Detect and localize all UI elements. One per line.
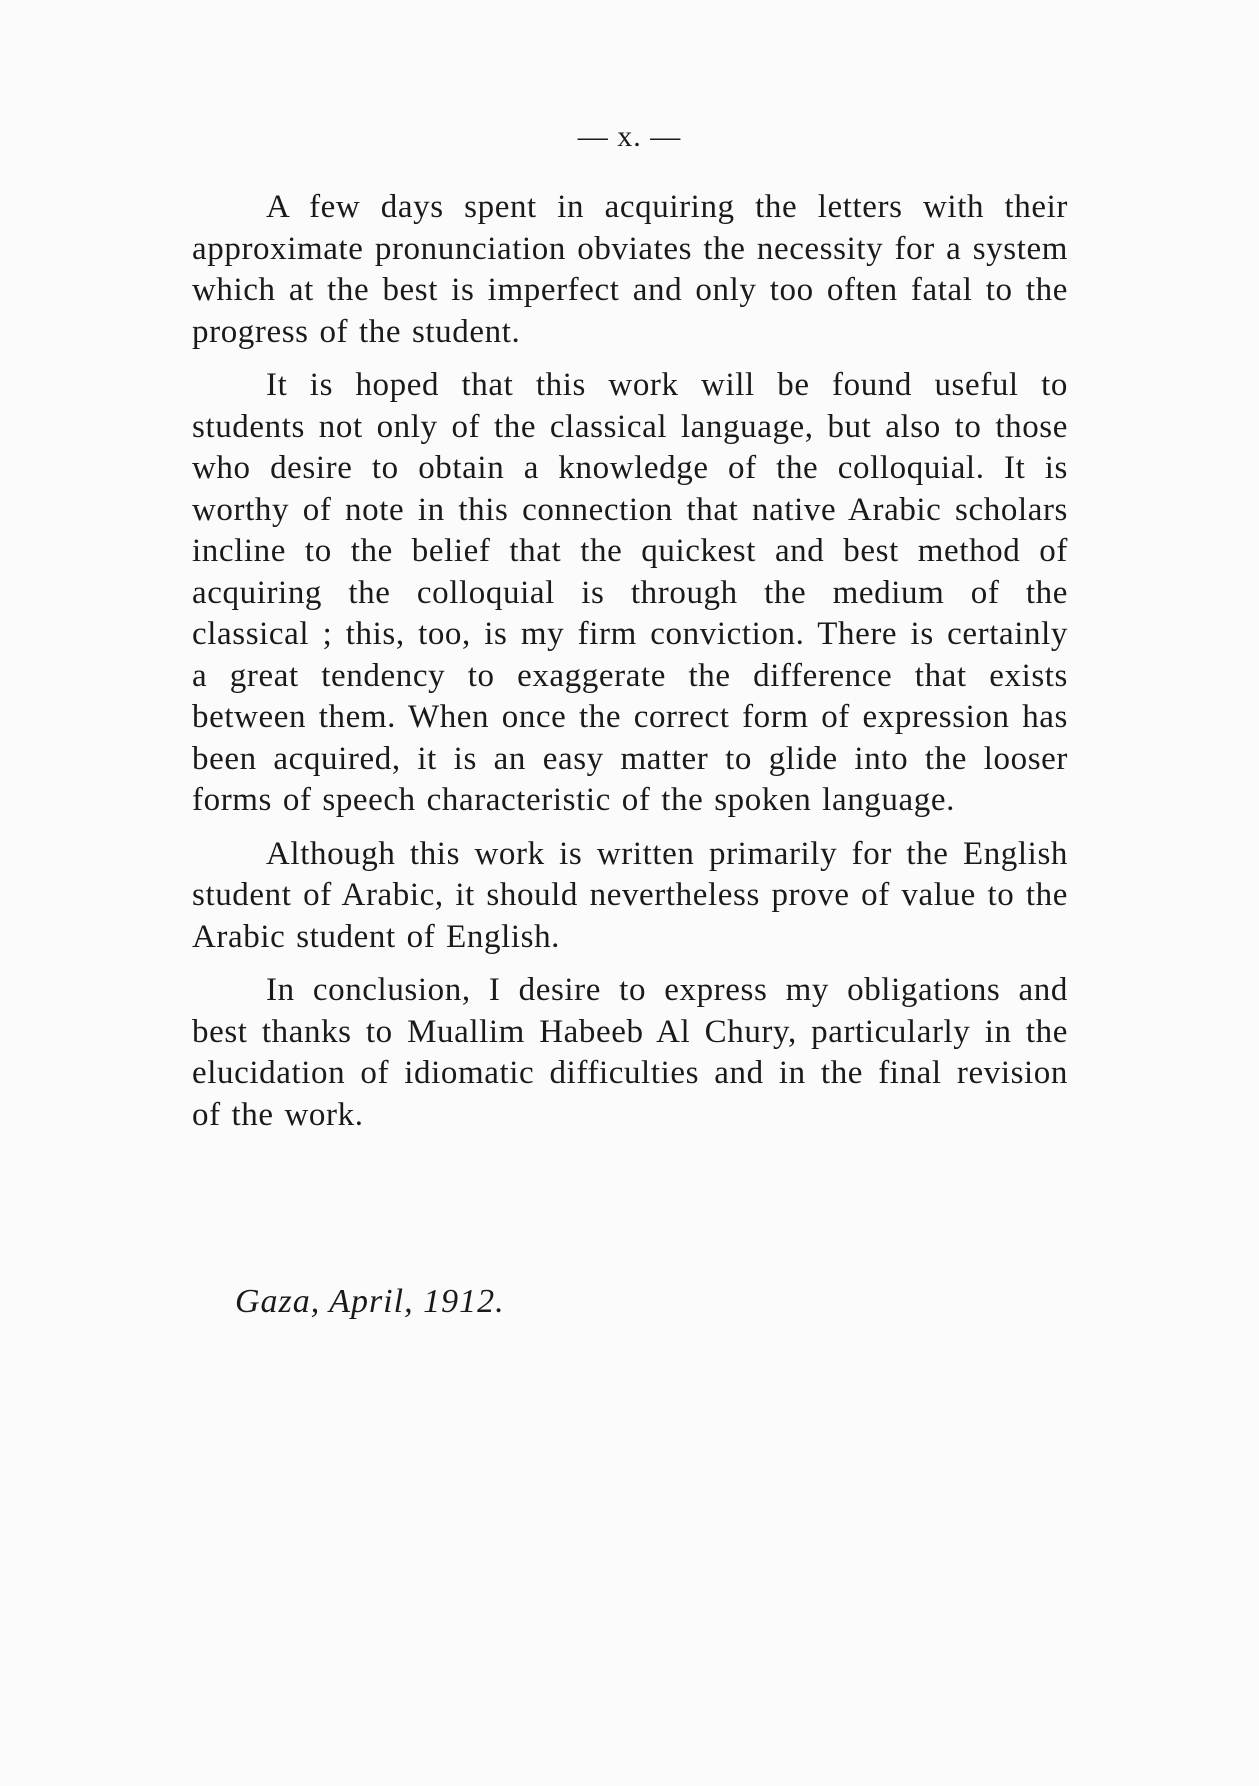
place-date-signoff: Gaza, April, 1912. [235, 1283, 505, 1320]
paragraph-acknowledgements: In conclusion, I desire to express my obligations and best thanks to Muallim Habeeb Al Chury, particularly in the elucidation of idiomatic difficulties and in the final revision of the work. [192, 972, 1068, 1133]
paragraph-usefulness: It is hoped that this work will be found useful to students not only of the classical language, but also to those who desire to obtain a knowledge of the colloquial. It is worthy of note in this connection that native Arabic scholars incline to the belief that the quickest and best method of acquiring the colloquial is through the medium of the classical ; this, too, is my firm conviction. There is certainly a great tendency to exaggerate the difference that exists between them. When once the correct form of expression has been acquired, it is an easy matter to glide into the looser forms of speech characteristic of the spoken language. [192, 367, 1068, 818]
preface-text [192, 187, 1068, 1148]
paragraph-audience: Although this work is written primarily for the English student of Arabic, it should nevertheless prove of value to the Arabic student of English. [192, 835, 1068, 955]
paragraph-letters: A few days spent in acquiring the letters with their approximate pronunciation obviates the necessity for a system which at the best is imperfect and only too often fatal to the progress of the student. [192, 189, 1068, 350]
page-number: — x. — [577, 120, 682, 153]
